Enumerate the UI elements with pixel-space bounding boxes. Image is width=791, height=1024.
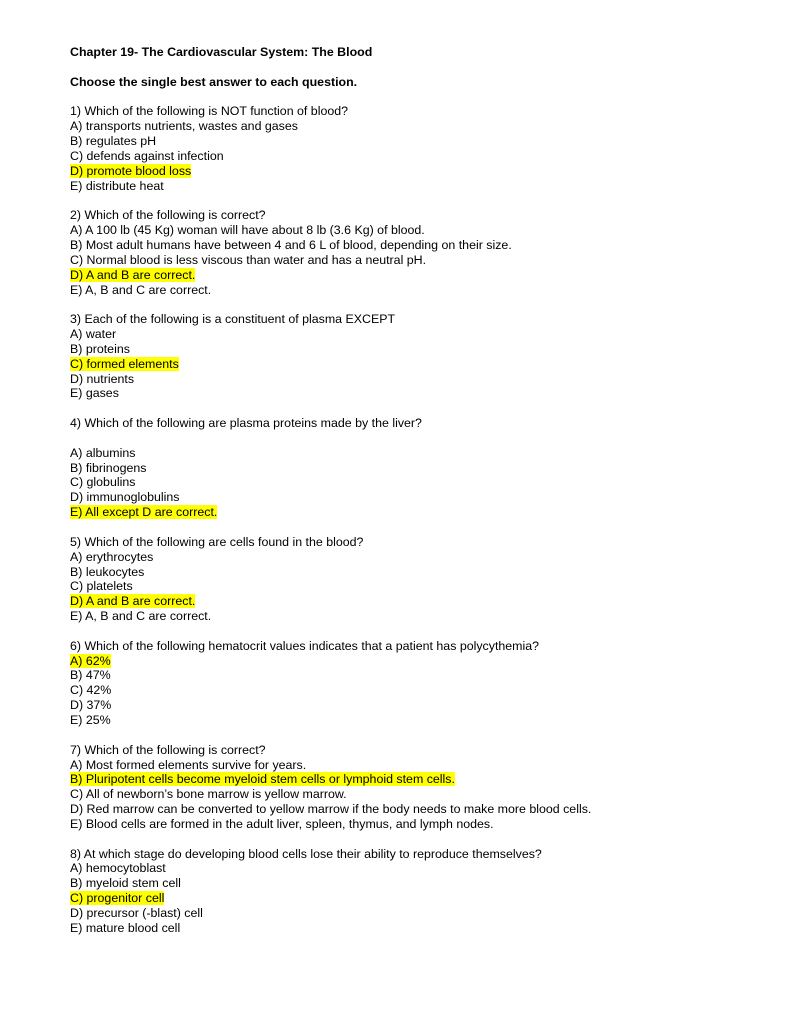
answer-option [70, 579, 750, 594]
question-stem: 6) Which of the following hematocrit values indicates that a patient has polycythemia? [70, 638, 540, 653]
answer-option [70, 475, 750, 490]
answer-option [70, 283, 750, 298]
answer-option [70, 164, 750, 179]
answer-option [70, 594, 750, 609]
instructions: Choose the single best answer to each question. [70, 74, 358, 89]
option-text: C) globulins [70, 475, 136, 490]
answer-option [70, 758, 750, 773]
answer-option [70, 772, 750, 787]
answer-option [70, 327, 750, 342]
option-text: C) 42% [70, 683, 112, 698]
answer-option [70, 787, 750, 802]
option-text: C) defends against infection [70, 148, 224, 163]
option-text: C) All of newborn’s bone marrow is yellow marrow. [70, 787, 347, 802]
option-text: D) 37% [70, 698, 112, 713]
answer-option [70, 698, 750, 713]
answer-option [70, 713, 750, 728]
question-stem: 3) Each of the following is a constituent of plasma EXCEPT [70, 312, 396, 327]
answer-option [70, 253, 750, 268]
question-stem: 2) Which of the following is correct? [70, 208, 266, 223]
option-text: B) Most adult humans have between 4 and 6 L of blood, depending on their size. [70, 237, 512, 252]
answer-option [70, 654, 750, 669]
option-text: B) proteins [70, 341, 130, 356]
answer-option [70, 238, 750, 253]
answer-option [70, 372, 750, 387]
answer-option [70, 683, 750, 698]
document-page [70, 45, 750, 936]
answer-option [70, 876, 750, 891]
option-text: E) gases [70, 386, 119, 401]
answer-option [70, 268, 750, 283]
spacer [70, 624, 750, 639]
document-title: Chapter 19- The Cardiovascular System: The Blood [70, 45, 373, 59]
option-text: A) water [70, 327, 117, 342]
question-6 [70, 639, 750, 728]
option-text: A) hemocytoblast [70, 861, 166, 876]
answer-option [70, 342, 750, 357]
option-text: C) platelets [70, 579, 133, 594]
option-text: D) immunoglobulins [70, 490, 180, 505]
answer-option [70, 802, 750, 817]
answer-option [70, 461, 750, 476]
option-text: A) transports nutrients, wastes and gases [70, 119, 298, 134]
option-text: D) nutrients [70, 371, 135, 386]
option-text: D) A and B are correct. [70, 267, 196, 282]
question-8 [70, 847, 750, 936]
answer-option [70, 505, 750, 520]
question-1 [70, 104, 750, 193]
answer-option [70, 179, 750, 194]
spacer [70, 728, 750, 743]
question-5 [70, 535, 750, 624]
option-text: E) Blood cells are formed in the adult liver, spleen, thymus, and lymph nodes. [70, 816, 494, 831]
spacer [70, 520, 750, 535]
spacer [70, 297, 750, 312]
question-7 [70, 743, 750, 832]
spacer [70, 60, 750, 75]
spacer [70, 431, 750, 446]
answer-option [70, 386, 750, 401]
question-3 [70, 312, 750, 401]
option-text: B) regulates pH [70, 134, 157, 149]
answer-option [70, 921, 750, 936]
answer-option [70, 609, 750, 624]
option-text: D) promote blood loss [70, 163, 192, 178]
answer-option [70, 119, 750, 134]
option-text: E) 25% [70, 712, 111, 727]
answer-option [70, 149, 750, 164]
question-2 [70, 208, 750, 297]
option-text: C) Normal blood is less viscous than water and has a neutral pH. [70, 252, 427, 267]
answer-option [70, 550, 750, 565]
option-text: B) fibrinogens [70, 460, 147, 475]
answer-option [70, 223, 750, 238]
option-text: E) All except D are correct. [70, 505, 218, 520]
question-stem: 5) Which of the following are cells found in the blood? [70, 534, 364, 549]
spacer [70, 193, 750, 208]
question-stem: 4) Which of the following are plasma proteins made by the liver? [70, 416, 422, 431]
answer-option [70, 565, 750, 580]
option-text: A) erythrocytes [70, 549, 154, 564]
spacer [70, 832, 750, 847]
option-text: C) progenitor cell [70, 891, 165, 906]
answer-option [70, 490, 750, 505]
option-text: A) A 100 lb (45 Kg) woman will have about 8 lb (3.6 Kg) of blood. [70, 223, 425, 238]
option-text: D) precursor (-blast) cell [70, 905, 203, 920]
option-text: C) formed elements [70, 356, 179, 371]
answer-option [70, 668, 750, 683]
spacer [70, 401, 750, 416]
option-text: E) distribute heat [70, 178, 164, 193]
answer-option [70, 906, 750, 921]
option-text: B) Pluripotent cells become myeloid stem cells or lymphoid stem cells. [70, 772, 455, 787]
answer-option [70, 861, 750, 876]
option-text: D) A and B are correct. [70, 594, 196, 609]
option-text: B) leukocytes [70, 564, 145, 579]
option-text: A) albumins [70, 445, 136, 460]
option-text: E) mature blood cell [70, 920, 181, 935]
question-stem: 1) Which of the following is NOT function of blood? [70, 104, 349, 119]
answer-option [70, 446, 750, 461]
option-text: E) A, B and C are correct. [70, 282, 212, 297]
answer-option [70, 357, 750, 372]
question-4 [70, 416, 750, 520]
answer-option [70, 891, 750, 906]
question-stem: 8) At which stage do developing blood cells lose their ability to reproduce themselves? [70, 846, 542, 861]
option-text: E) A, B and C are correct. [70, 609, 212, 624]
spacer [70, 90, 750, 105]
answer-option [70, 817, 750, 832]
answer-option [70, 134, 750, 149]
option-text: A) Most formed elements survive for years. [70, 757, 307, 772]
option-text: A) 62% [70, 653, 111, 668]
question-stem: 7) Which of the following is correct? [70, 742, 266, 757]
option-text: B) myeloid stem cell [70, 876, 181, 891]
option-text: D) Red marrow can be converted to yellow marrow if the body needs to make more blood cells. [70, 802, 592, 817]
option-text: B) 47% [70, 668, 111, 683]
